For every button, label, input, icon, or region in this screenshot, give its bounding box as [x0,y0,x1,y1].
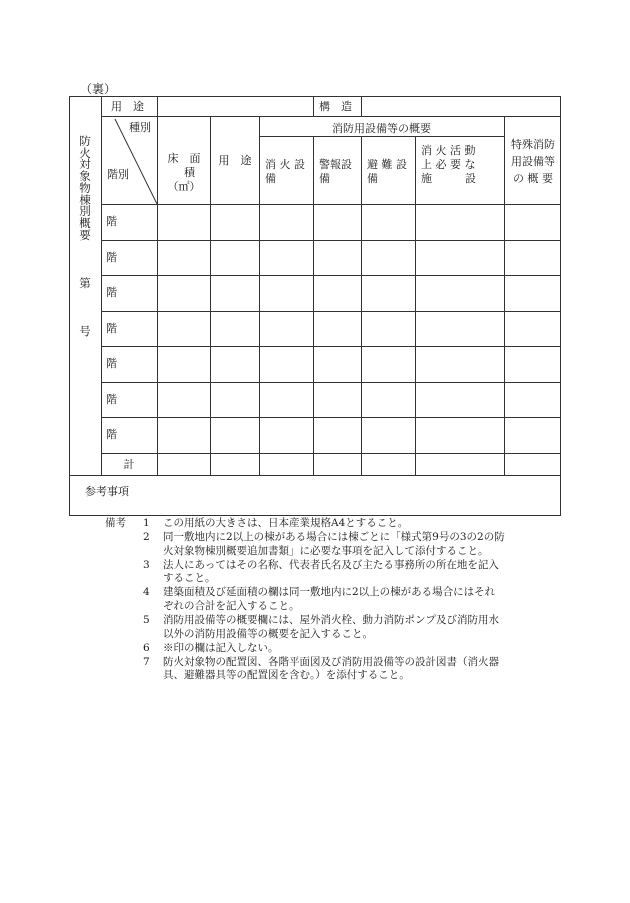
line-floor-area [210,116,211,476]
line-usage-col [259,116,260,476]
building-summary-form [69,96,561,516]
line-row-3 [101,311,561,312]
evacuation-header: 避 難 設 備 [367,158,407,185]
border-top [69,96,561,97]
total-label: 計 [123,458,135,471]
line-row-1 [101,240,561,241]
side-char: 棟 [79,192,91,207]
extinguishing-header: 消 火 設 備 [265,158,305,185]
line-under-header [101,204,561,205]
usage-header: 用 途 [218,154,252,167]
floor-row-label: 階 [106,322,117,335]
line-structure-value [361,96,362,117]
side-char: 概 [79,216,91,231]
alarm-header: 警報設 備 [319,158,352,185]
line-under-group-header [259,136,504,137]
floor-row-label: 階 [106,251,117,264]
note-item [105,656,505,684]
line-row-2 [101,275,561,276]
floor-row-label: 階 [106,357,117,370]
note-text: 建築面積及び延面積の欄は同一敷地内に2以上の棟がある場合にはそれぞれの合計を記入すること。 [163,586,496,613]
line-evacuation [415,136,416,476]
note-number: 2 [143,530,150,543]
side-char: 対 [79,157,91,172]
side-title [78,136,92,241]
usage-label: 用 途 [111,100,144,113]
group-header: 消防用設備等の概要 [332,122,431,135]
side-char: 火 [79,145,91,160]
border-bottom [69,515,561,516]
special-header: 特殊消防 用設備等 の 概 要 [511,138,555,186]
firefighting-header: 消 火 活 動 上 必 要 な 施 設 [421,144,476,185]
note-text: ※印の欄は記入しない。 [163,641,279,654]
line-special [504,116,505,476]
floor-row-label: 階 [106,286,117,299]
note-item [105,642,505,656]
note-number: 4 [143,586,150,599]
border-right [560,96,561,516]
note-item [105,586,505,614]
side-char: 防 [79,134,91,148]
page-label: （裏） [80,82,117,96]
note-item [105,559,505,587]
line-extinguishing [313,136,314,476]
reference-label: 参考事項 [85,485,129,498]
border-left [69,96,70,516]
notes-heading: 備考 [105,517,126,529]
line-usage-structure [313,96,314,117]
notes-section [105,517,505,683]
side-char: 物 [79,180,91,195]
note-text: 同一敷地内に2以上の棟がある場合には棟ごとに「様式第9号の3の2の防火対象物棟別概要追加書類」に必要な事項を記入して添付すること。 [163,530,505,557]
floor-row-label: 階 [106,215,117,228]
side-dai: 第 [79,276,91,290]
note-item [105,517,505,531]
note-text: 法人にあってはその名称、代表者氏名及び主たる事務所の所在地を記入すること。 [163,558,499,585]
note-item [105,531,505,559]
floor-area-header: 床 面 積 （㎡） [167,152,201,193]
floor-row-label: 階 [106,393,117,406]
note-number: 7 [143,655,150,668]
line-row-4 [101,346,561,347]
note-item [105,614,505,642]
note-text: 防火対象物の配置図、各階平面図及び消防用設備等の設計図書（消火器具、避難器具等の配置図を含む。）を添付すること。 [163,655,499,682]
note-text: この用紙の大きさは、日本産業規格A4とすること。 [163,517,409,529]
side-char: 要 [79,227,91,242]
side-char: 象 [79,169,91,184]
diag-top-label: 種別 [129,121,151,134]
diag-bottom-label: 階別 [107,168,129,181]
note-number: 1 [143,517,150,529]
line-under-usage [101,116,561,117]
line-row-6 [101,417,561,418]
line-alarm [361,136,362,476]
side-go: 号 [79,324,91,338]
note-number: 6 [143,641,150,654]
note-number: 3 [143,558,150,571]
note-text: 消防用設備等の概要欄には、屋外消火栓、動力消防ポンプ及び消防用水以外の消防用設備等の概要を記入すること。 [163,614,499,640]
structure-label: 構 造 [319,100,352,113]
side-char: 別 [79,204,91,219]
line-row-7 [101,453,561,454]
line-under-total [69,475,561,476]
floor-row-label: 階 [106,428,117,441]
note-number: 5 [143,614,150,627]
line-row-5 [101,382,561,383]
